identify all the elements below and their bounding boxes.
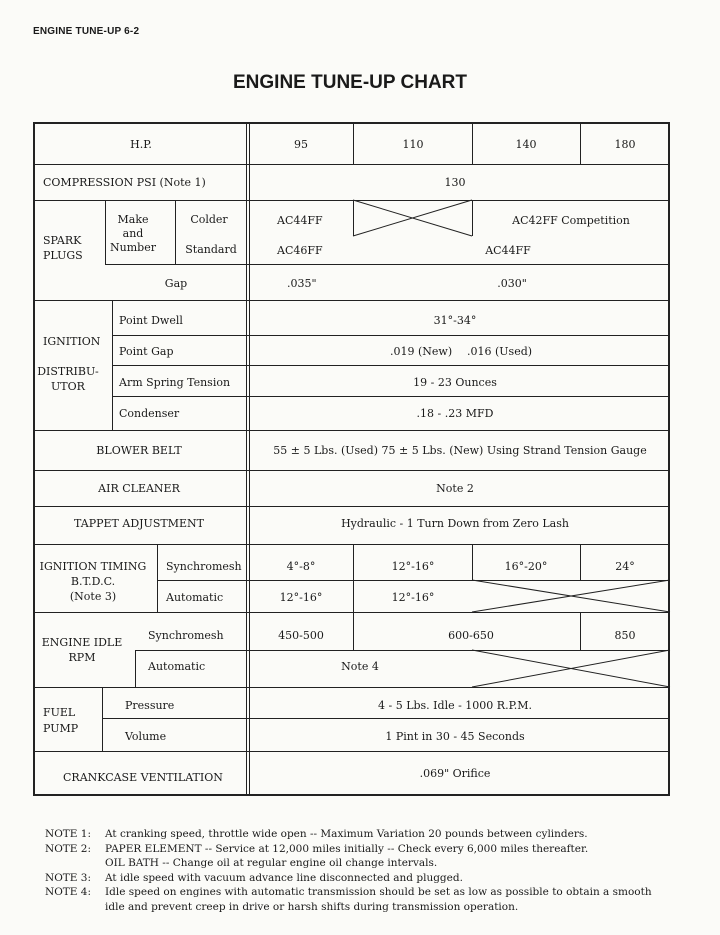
idle-syn-95: 450-500 [278,629,324,642]
note-key: NOTE 2: [45,842,92,855]
fuel-pump-label: PUMP [43,722,79,735]
spark-plugs-label: SPARK [43,234,82,247]
column-divider [580,124,581,164]
hp-value: 180 [614,138,636,151]
note-key: NOTE 1: [45,828,92,840]
row-divider [35,470,670,471]
tune-up-table [33,122,670,796]
column-divider [157,544,158,612]
hp-value: 95 [294,138,308,151]
point-gap-used: .016 (Used) [467,345,533,358]
timing-synchromesh-label: Synchromesh [166,560,242,573]
crankcase-value: .069" Orifice [419,767,491,780]
timing-auto-95: 12°-16° [279,591,323,604]
pressure-value: 4 - 5 Lbs. Idle - 1000 R.P.M. [377,699,533,712]
ignition-label: UTOR [51,380,85,393]
page-header: ENGINE TUNE-UP 6-2 [33,26,140,37]
row-divider [112,365,670,366]
make-label: Make [117,213,149,226]
arm-spring-label: Arm Spring Tension [119,376,231,389]
row-divider [35,751,670,752]
column-divider [175,200,176,264]
column-divider [353,124,354,164]
crankcase-label: CRANKCASE VENTILATION [63,771,223,784]
condenser-value: .18 - .23 MFD [416,407,494,420]
hp-value: 110 [402,138,424,151]
column-divider [472,124,473,164]
timing-label: (Note 3) [69,590,117,603]
row-divider [35,300,670,301]
idle-synchromesh-label: Synchromesh [148,629,224,642]
colder-95: AC44FF [277,214,323,227]
gap-95: .035" [287,277,317,290]
gap-label: Gap [164,277,188,290]
air-cleaner-label: AIR CLEANER [98,482,180,495]
column-divider [102,687,103,751]
na-cell-cross [472,580,670,612]
colder-label: Colder [190,213,228,226]
timing-syn-95: 4°-8° [286,560,316,573]
row-divider [35,506,670,507]
note-key: NOTE 3: [45,871,92,884]
row-divider [105,264,670,265]
idle-label: ENGINE IDLE [41,636,123,649]
point-gap-label: Point Gap [119,345,174,358]
arm-spring-value: 19 - 23 Ounces [413,376,497,389]
blower-belt-label: BLOWER BELT [96,444,182,457]
na-cell-cross [353,200,472,236]
row-divider [112,335,670,336]
air-cleaner-value: Note 2 [436,482,474,495]
column-divider [112,300,113,430]
point-gap-new: .019 (New) [390,345,453,358]
note-line [45,871,652,886]
compression-value: 130 [444,176,466,189]
column-divider [246,124,247,796]
note-text: PAPER ELEMENT -- Service at 12,000 miles initially -- Check every 6,000 miles thereafter. [105,842,589,855]
tappet-label: TAPPET ADJUSTMENT [74,517,204,530]
note-text: At cranking speed, throttle wide open -- Maximum Variation 20 pounds between cylinders. [105,828,588,840]
timing-label: IGNITION TIMING [39,560,147,573]
column-divider [580,544,581,580]
notes-section [45,827,652,914]
note-line [45,842,652,857]
blower-belt-value: 55 ± 5 Lbs. (Used) 75 ± 5 Lbs. (New) Using Strand Tension Gauge [273,444,647,457]
row-divider [35,164,670,165]
standard-label: Standard [185,243,237,256]
idle-label: RPM [68,651,96,664]
volume-label: Volume [125,730,167,743]
note-line [45,885,652,900]
timing-auto-110: 12°-16° [391,591,435,604]
note-line [45,827,652,842]
idle-auto-value: Note 4 [341,660,379,673]
hp-label: H.P. [130,138,152,151]
make-label: Number [110,241,156,254]
column-divider [580,612,581,650]
timing-label: B.T.D.C. [70,575,116,588]
column-divider [135,650,136,687]
timing-syn-180: 24° [615,560,635,573]
column-divider [353,544,354,612]
column-divider [105,200,106,264]
point-dwell-label: Point Dwell [119,314,183,327]
point-dwell-value: 31°-34° [433,314,477,327]
compression-label: COMPRESSION PSI (Note 1) [43,176,206,189]
idle-syn-110-140: 600-650 [448,629,494,642]
row-divider [35,687,670,688]
note-line [45,856,652,871]
timing-syn-140: 16°-20° [504,560,548,573]
pressure-label: Pressure [125,699,175,712]
page-title: ENGINE TUNE-UP CHART [233,72,467,93]
colder-140-180: AC42FF Competition [512,214,630,227]
row-divider [112,396,670,397]
note-text: idle and prevent creep in drive or harsh shifts during transmission operation. [105,900,519,913]
ignition-label: DISTRIBU- [37,365,99,378]
standard-rest: AC44FF [485,244,531,257]
fuel-pump-label: FUEL [43,706,76,719]
idle-automatic-label: Automatic [148,660,206,673]
make-label: and [122,227,144,240]
note-text: At idle speed with vacuum advance line disconnected and plugged. [105,871,463,884]
row-divider [35,430,670,431]
note-text: OIL BATH -- Change oil at regular engine oil change intervals. [105,857,438,869]
column-divider [353,612,354,650]
idle-syn-180: 850 [614,629,636,642]
ignition-label: IGNITION [43,335,101,348]
note-line [45,900,652,915]
note-text: Idle speed on engines with automatic transmission should be set as low as possible to obtain a smooth [105,886,652,898]
hp-value: 140 [515,138,537,151]
na-cell-cross [472,650,670,687]
note-key: NOTE 4: [45,886,92,898]
column-divider [472,200,473,236]
gap-rest: .030" [497,277,527,290]
condenser-label: Condenser [119,407,180,420]
timing-automatic-label: Automatic [166,591,224,604]
standard-95: AC46FF [277,244,323,257]
row-divider [102,718,670,719]
volume-value: 1 Pint in 30 - 45 Seconds [385,730,525,743]
spark-plugs-label: PLUGS [43,249,83,262]
tappet-value: Hydraulic - 1 Turn Down from Zero Lash [341,517,569,530]
timing-syn-110: 12°-16° [391,560,435,573]
column-divider [249,124,250,796]
column-divider [472,544,473,580]
